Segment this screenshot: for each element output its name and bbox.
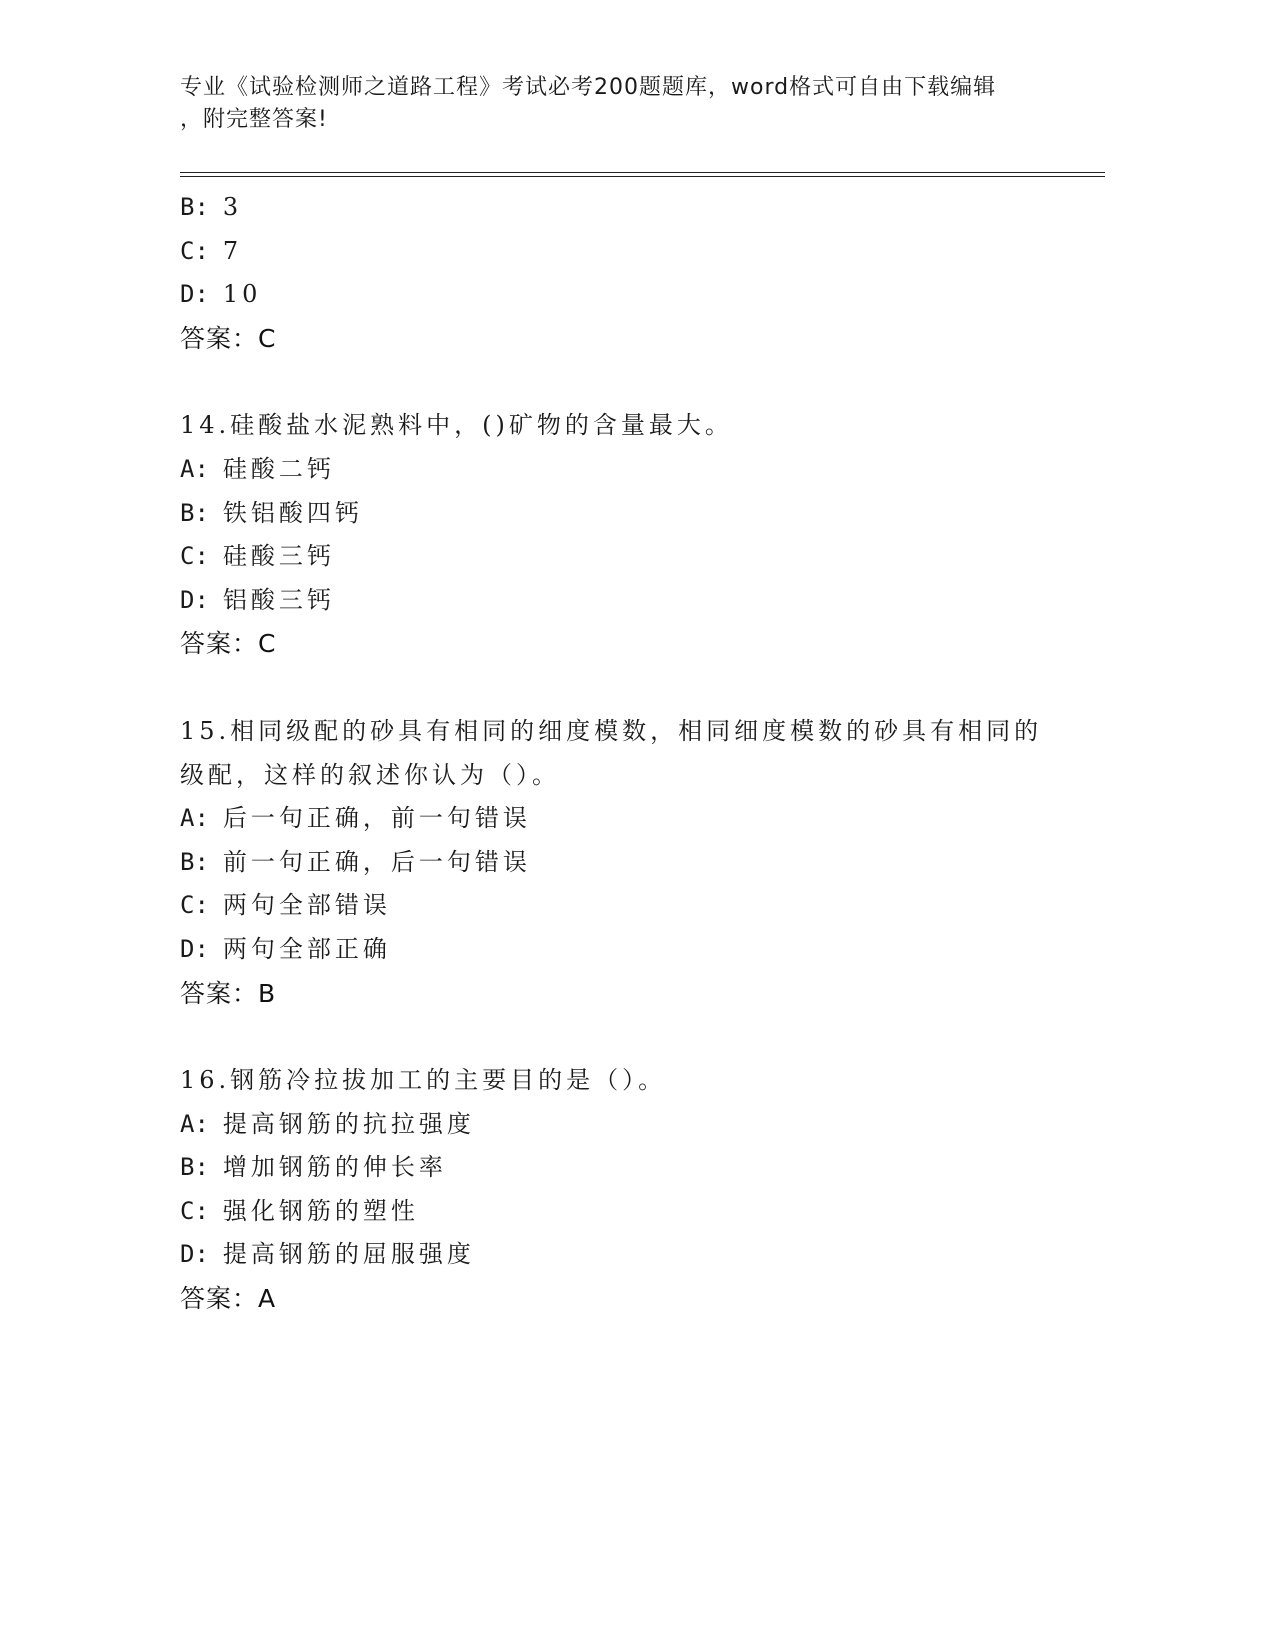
question-list bbox=[180, 186, 1060, 1321]
answer-line: 答案：B bbox=[180, 978, 277, 1008]
header-title-line2: ，附完整答案! bbox=[180, 107, 328, 132]
option-b: B: 铁铝酸四钙 bbox=[180, 498, 363, 527]
answer-line: 答案：A bbox=[180, 1284, 277, 1314]
option-d: D: 铝酸三钙 bbox=[180, 585, 335, 614]
question-stem: 14.硅酸盐水泥熟料中，()矿物的含量最大。 bbox=[180, 411, 733, 440]
question-stem-line2: 级配，这样的叙述你认为（）。 bbox=[180, 760, 560, 789]
option-b: B: 增加钢筋的伸长率 bbox=[180, 1153, 447, 1182]
option-d: D: 两句全部正确 bbox=[180, 934, 391, 963]
header-title-line1: 专业《试验检测师之道路工程》考试必考200题题库，word格式可自由下载编辑 bbox=[180, 75, 997, 100]
option-c: C: 硅酸三钙 bbox=[180, 542, 335, 571]
document-header bbox=[180, 72, 1060, 136]
option-b: B: 前一句正确，后一句错误 bbox=[180, 847, 531, 876]
answer-line: 答案：C bbox=[180, 629, 277, 659]
option-c: C: 7 bbox=[180, 236, 243, 265]
option-c: C: 两句全部错误 bbox=[180, 891, 391, 920]
option-b: B: 3 bbox=[180, 193, 243, 221]
option-a: A: 提高钢筋的抗拉强度 bbox=[180, 1109, 475, 1138]
option-a: A: 硅酸二钙 bbox=[180, 454, 335, 483]
question-stem: 16.钢筋冷拉拔加工的主要目的是（）。 bbox=[180, 1066, 667, 1095]
question-16 bbox=[180, 1059, 1060, 1321]
question-15 bbox=[180, 710, 1060, 1015]
answer-line: 答案：C bbox=[180, 323, 277, 353]
option-d: D: 10 bbox=[180, 280, 262, 309]
question-13 bbox=[180, 186, 1060, 360]
question-14 bbox=[180, 404, 1060, 666]
option-a: A: 后一句正确，前一句错误 bbox=[180, 804, 531, 833]
option-d: D: 提高钢筋的屈服强度 bbox=[180, 1240, 475, 1269]
header-divider-bottom bbox=[180, 176, 1105, 177]
header-divider-top bbox=[180, 172, 1105, 173]
question-stem-line1: 15.相同级配的砂具有相同的细度模数，相同细度模数的砂具有相同的 bbox=[180, 716, 1043, 745]
option-c: C: 强化钢筋的塑性 bbox=[180, 1196, 419, 1225]
